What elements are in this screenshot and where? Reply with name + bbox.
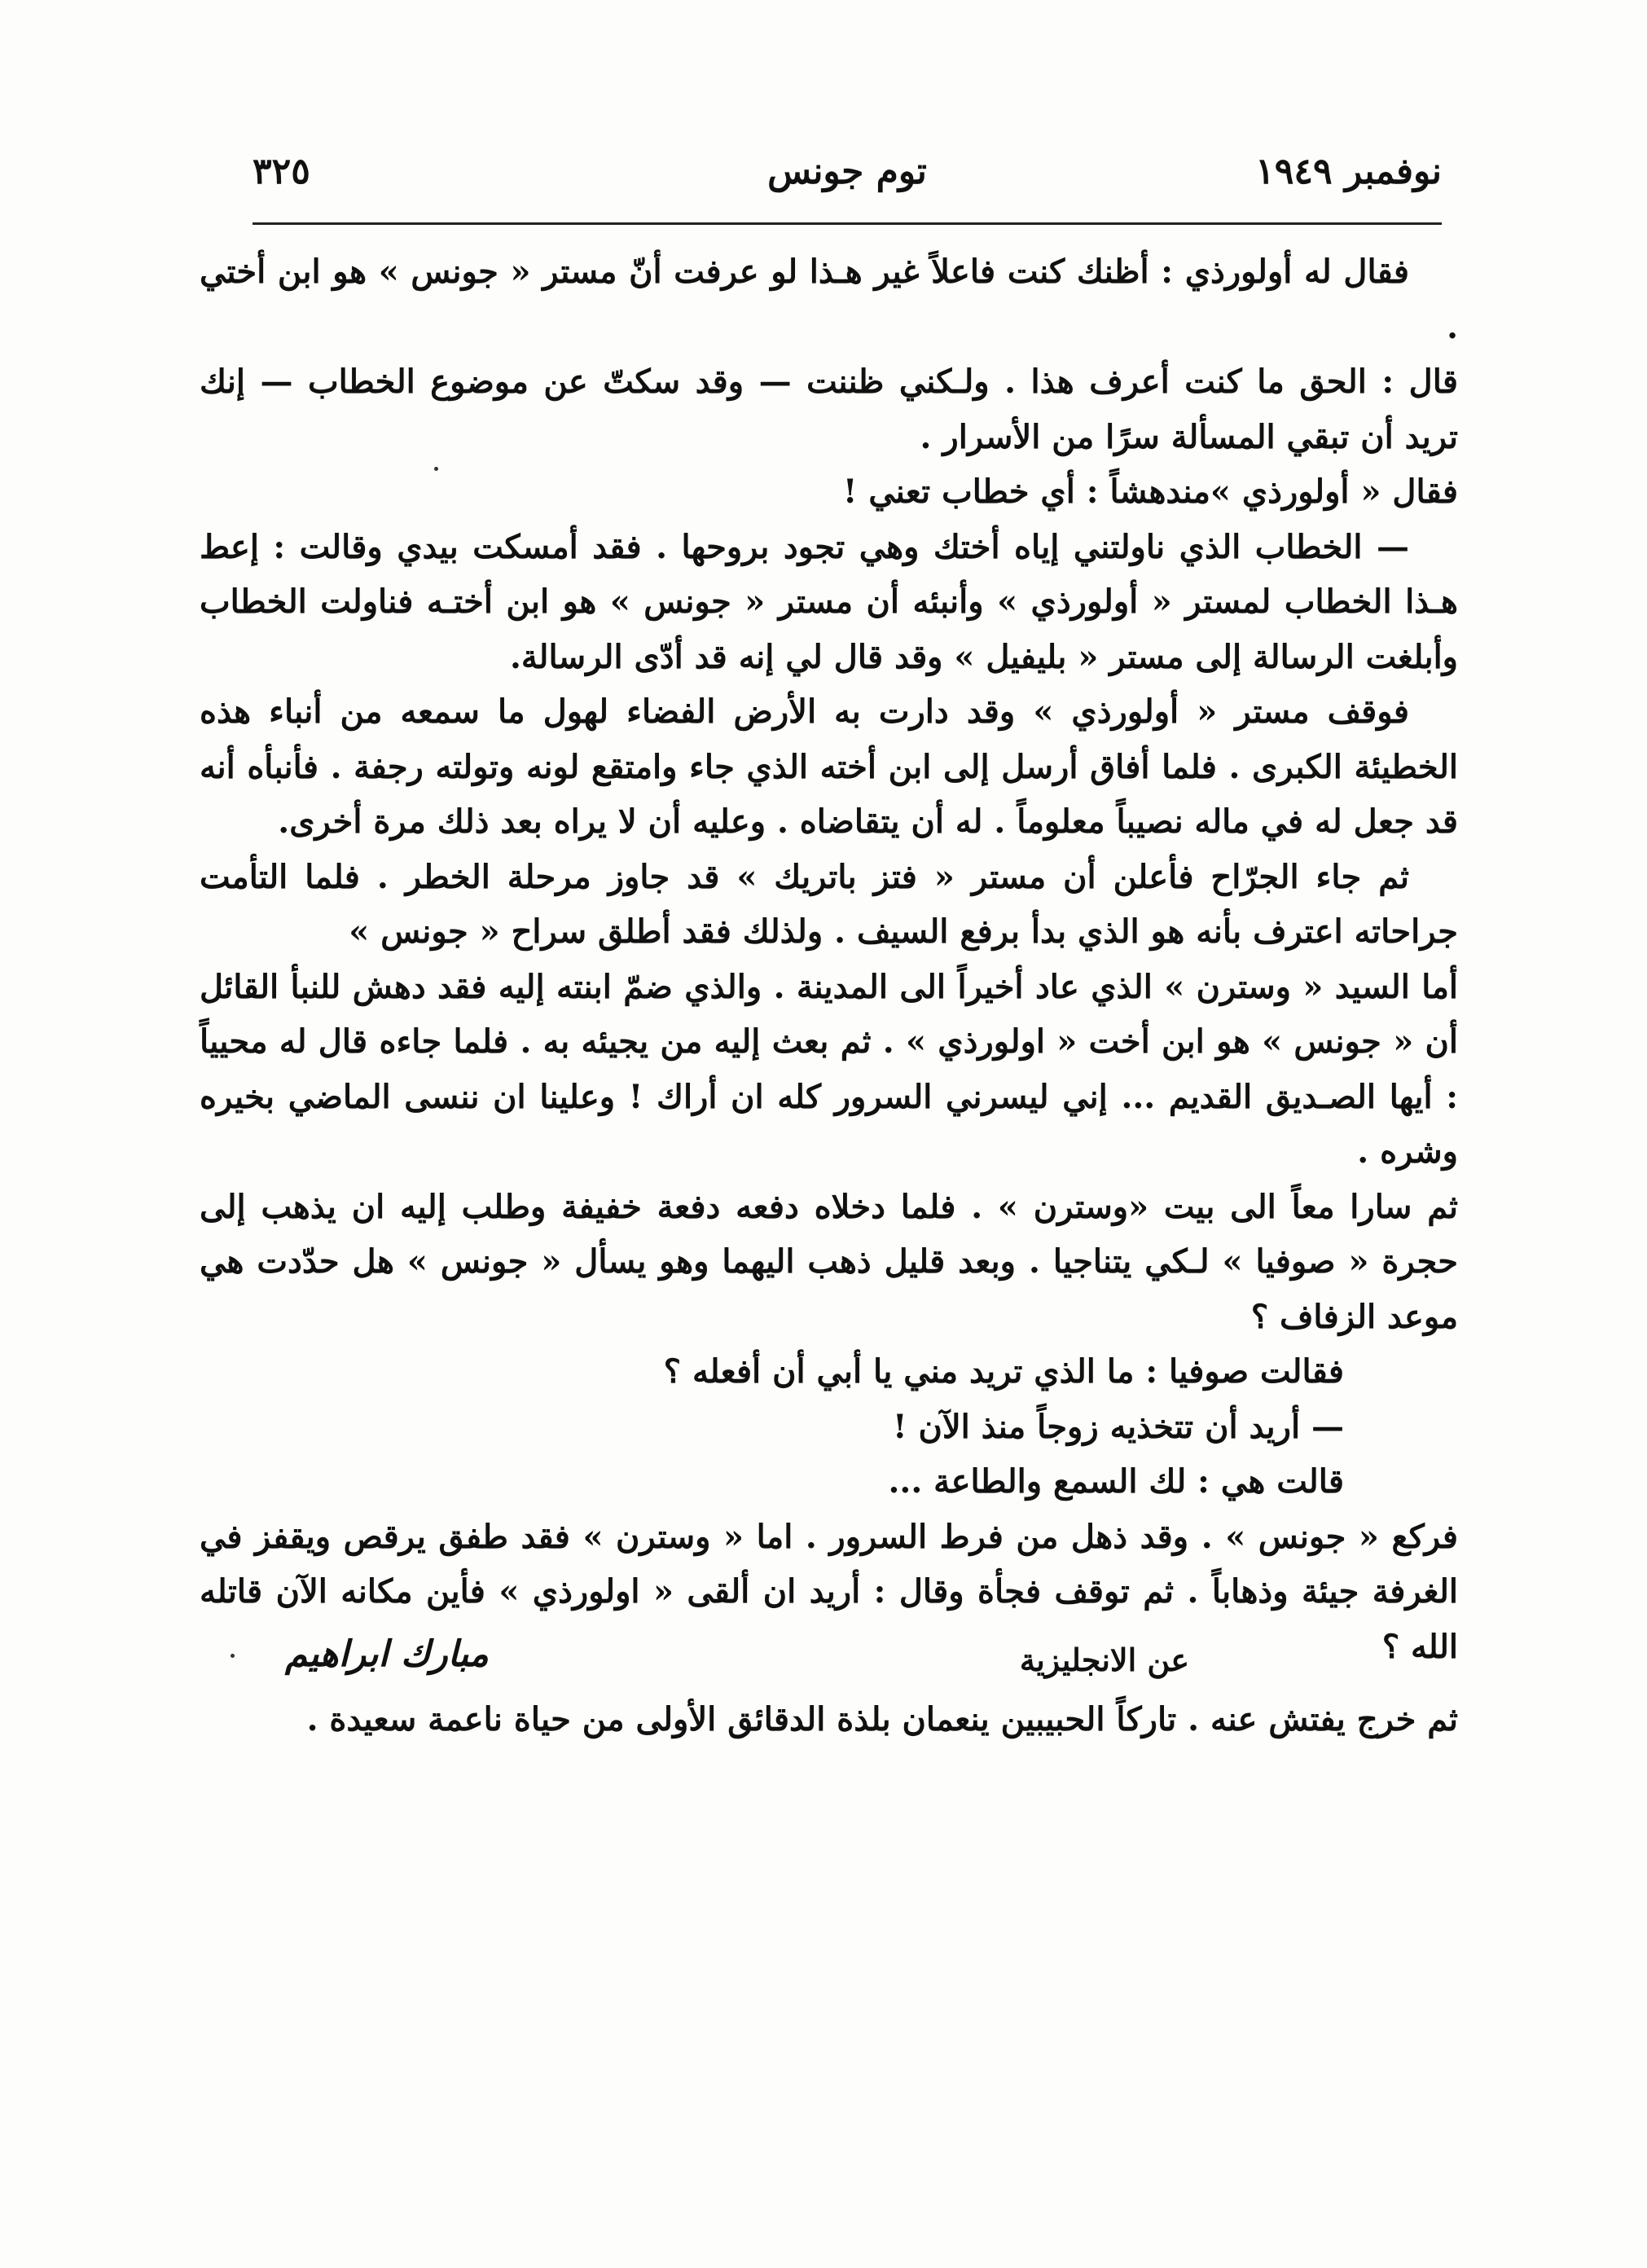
paragraph: فقال له أولورذي : أظنك كنت فاعلاً غير هـذا لو عرفت أنّ مستر « جونس » هو ابن أختي .	[200, 253, 1458, 346]
byline	[253, 1633, 1409, 1699]
paragraph: فقالت صوفيا : ما الذي تريد مني يا أبي أن أفعله ؟	[663, 1352, 1344, 1391]
author-signature: مبارك ابراهيم	[285, 1633, 489, 1675]
paragraph: فركع « جونس » . وقد ذهل من فرط السرور . اما « وسترن » فقد طفق يرقص ويقفز في الغرفة جيئة وذهاباً . ثم توقف فجأة وقال : أريد ان ألقى « اولورذي » فأين مكانه الآن قاتله الله ؟	[200, 1517, 1458, 1666]
paragraph: فوقف مستر « أولورذي » وقد دارت به الأرض الفضاء لهول ما سمعه من أنباء هذه الخطيئة الكبرى . فلما أفاق أرسل إلى ابن أخته الذي جاء وامتقع لونه وتولته رجفة . فأنبأه أنه قد جعل له في ماله نصيباً معلوماً . له أن يتقاضاه . وعليه أن لا يراه بعد ذلك مرة أخرى.	[200, 692, 1458, 841]
paragraph: ثم خرج يفتش عنه . تاركاً الحبيبين ينعمان بلذة الدقائق الأولى من حياة ناعمة سعيدة .	[306, 1700, 1458, 1738]
paragraph: قال : الحق ما كنت أعرف هذا . ولـكني ظننت — وقد سكتّ عن موضوع الخطاب — إنك تريد أن تبقي المسألة سرًا من الأسرار .	[200, 363, 1458, 456]
header-rule	[253, 222, 1442, 225]
story-title: توم جونس	[767, 151, 927, 192]
paragraph: — أريد أن تتخذيه زوجاً منذ الآن !	[892, 1407, 1344, 1446]
issue-date: نوفمبر ١٩٤٩	[1255, 151, 1442, 192]
paragraph: أما السيد « وسترن » الذي عاد أخيراً الى المدينة . والذي ضمّ ابنته إليه فقد دهش للنبأ القائل أن « جونس » هو ابن أخت « اولورذي » . ثم بعث إليه من يجيئه به . فلما جاءه قال له محيياً : أيها الصـديق القديم ... إني ليسرني السرور كله ان أراك ! وعلينا ان ننسى الماضي بخيره وشره .	[200, 967, 1458, 1171]
paragraph: قالت هي : لك السمع والطاعة ...	[888, 1462, 1344, 1501]
paragraph: ثم جاء الجرّاح فأعلن أن مستر « فتز باتريك » قد جاوز مرحلة الخطر . فلما التأمت جراحاته اعترف بأنه هو الذي بدأ برفع السيف . ولذلك فقد أطلق سراح « جونس »	[200, 857, 1458, 951]
page-number: ٣٢٥	[253, 151, 310, 192]
story-body	[200, 244, 1458, 1747]
translation-source: عن الانجليزية	[1019, 1642, 1189, 1678]
paragraph: ثم سارا معاً الى بيت «وسترن » . فلما دخلاه دفعه دفعة خفيفة وطلب إليه ان يذهب إلى حجرة « صوفيا » لـكي يتناجيا . وبعد قليل ذهب اليهما وهو يسأل « جونس » هل حدّدت هي موعد الزفاف ؟	[200, 1187, 1458, 1336]
paragraph: فقال « أولورذي »مندهشاً : أي خطاب تعني !	[842, 472, 1458, 511]
paragraph: — الخطاب الذي ناولتني إياه أختك وهي تجود بروحها . فقد أمسكت بيدي وقالت : إعط هـذا الخطاب لمستر « أولورذي » وأنبئه أن مستر « جونس » هو ابن أختـه فناولت الخطاب وأبلغت الرسالة إلى مستر « بليفيل » وقد قال لي إنه قد أدّى الرسالة.	[200, 527, 1458, 676]
running-header	[253, 151, 1442, 208]
print-speck	[434, 467, 438, 471]
print-speck	[231, 1654, 235, 1658]
